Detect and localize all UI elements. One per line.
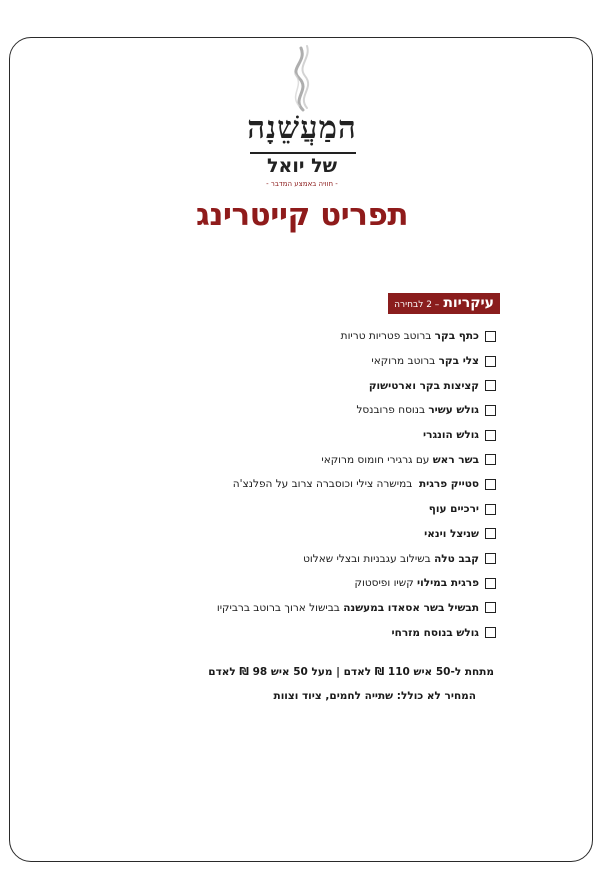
checkbox[interactable] bbox=[485, 602, 496, 613]
checkbox[interactable] bbox=[485, 528, 496, 539]
list-item[interactable] bbox=[217, 349, 496, 374]
item-name: גולש בנוסח מזרחי bbox=[391, 626, 479, 639]
pricing-line: מתחת ל-50 איש 110 ₪ לאדם | מעל 50 איש 98 ₪ לאדם bbox=[208, 666, 494, 678]
checkbox[interactable] bbox=[485, 627, 496, 638]
list-item[interactable] bbox=[217, 497, 496, 522]
list-item[interactable] bbox=[217, 571, 496, 596]
smoke-logo-icon bbox=[281, 42, 323, 112]
item-description: במישרה צילי וכוסברה צרוב על הפלנצ'ה bbox=[232, 478, 419, 491]
item-name: סטייק פרגית bbox=[418, 478, 479, 491]
item-description: בשילוב עגבניות ובצלי שאלוט bbox=[303, 552, 435, 565]
brand-tagline: - חוויה באמצע המדבר - bbox=[266, 180, 338, 188]
item-description: עם גרגירי חומוס מרוקאי bbox=[321, 453, 433, 466]
section-heading-badge bbox=[388, 293, 500, 314]
checkbox[interactable] bbox=[485, 454, 496, 465]
list-item[interactable] bbox=[217, 522, 496, 547]
item-name: בשר ראש bbox=[432, 453, 479, 466]
item-description: בבישול ארוך ברוטב ברביקיו bbox=[216, 601, 344, 614]
brand-logo-subname: של יואל bbox=[267, 155, 337, 177]
checkbox[interactable] bbox=[485, 430, 496, 441]
item-name: כתף בקר bbox=[434, 330, 479, 343]
list-item[interactable] bbox=[217, 596, 496, 621]
item-description: ברוטב פטריות טריות bbox=[340, 330, 435, 343]
section-heading: עיקריות bbox=[443, 295, 494, 311]
item-name: שניצל וינאי bbox=[424, 527, 479, 540]
item-description: קשיו ופיסטוק bbox=[354, 577, 418, 590]
checkbox[interactable] bbox=[485, 356, 496, 367]
list-item[interactable] bbox=[217, 373, 496, 398]
menu-list bbox=[217, 324, 496, 645]
item-name: פרגית במילוי bbox=[417, 577, 479, 590]
checkbox[interactable] bbox=[485, 578, 496, 589]
item-name: ירכיים עוף bbox=[428, 503, 479, 516]
list-item[interactable] bbox=[217, 620, 496, 645]
item-name: גולש הונגרי bbox=[423, 429, 479, 442]
list-item[interactable] bbox=[217, 447, 496, 472]
item-name: גולש עשיר bbox=[428, 404, 479, 417]
item-description: ברוטב מרוקאי bbox=[371, 355, 439, 368]
item-name: צלי בקר bbox=[438, 355, 479, 368]
list-item[interactable] bbox=[217, 472, 496, 497]
section-note: – 2 לבחירה bbox=[394, 300, 440, 310]
checkbox[interactable] bbox=[485, 380, 496, 391]
item-description: בנוסח פרובנסל bbox=[356, 404, 429, 417]
section-header bbox=[388, 293, 500, 314]
list-item[interactable] bbox=[217, 324, 496, 349]
checkbox[interactable] bbox=[485, 331, 496, 342]
item-name: קבב טלה bbox=[434, 552, 479, 565]
checkbox[interactable] bbox=[485, 553, 496, 564]
exclusions-line: המחיר לא כולל: שתייה לחמים, ציוד וצוות bbox=[273, 690, 476, 702]
list-item[interactable] bbox=[217, 423, 496, 448]
checkbox[interactable] bbox=[485, 504, 496, 515]
list-item[interactable] bbox=[217, 546, 496, 571]
list-item[interactable] bbox=[217, 398, 496, 423]
item-name: קציצות בקר וארטישוק bbox=[368, 379, 479, 392]
checkbox[interactable] bbox=[485, 479, 496, 490]
brand-logo-name: המַעֲשֵׁנָה bbox=[247, 110, 357, 146]
item-name: תבשיל בשר אסאדו במעשנה bbox=[343, 601, 479, 614]
checkbox[interactable] bbox=[485, 405, 496, 416]
page-title: תפריט קייטרינג bbox=[195, 197, 409, 233]
brand-divider bbox=[250, 152, 356, 154]
